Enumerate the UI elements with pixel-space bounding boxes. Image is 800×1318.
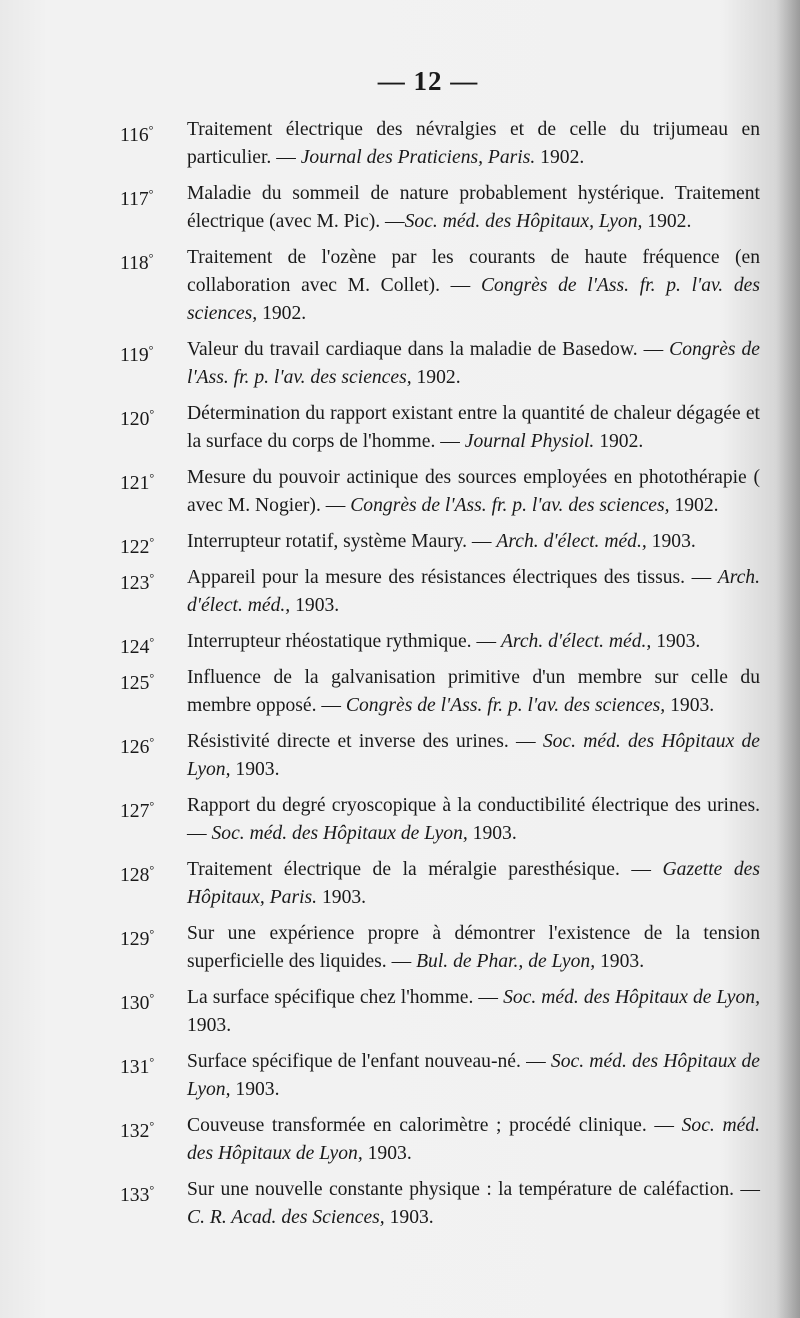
bibliography-entry xyxy=(120,116,760,172)
entry-text: La surface spécifique chez l'homme. — xyxy=(187,987,504,1008)
entry-number: 128° xyxy=(120,863,155,886)
entry-citation: Congrès de l'Ass. fr. p. l'av. des sciences, xyxy=(350,495,670,516)
entry-text: Surface spécifique de l'enfant nouveau-né. — xyxy=(187,1051,551,1072)
entry-year: 1903. xyxy=(290,595,340,616)
entry-number: 121° xyxy=(120,471,155,494)
entry-year: 1903. xyxy=(230,1079,280,1100)
bibliography-entry xyxy=(120,1176,760,1232)
entry-citation: Soc. méd. des Hôpitaux de Lyon, xyxy=(187,1115,760,1164)
bibliography-entry xyxy=(120,564,760,620)
entry-citation: Soc. méd. des Hôpitaux de Lyon, xyxy=(187,1051,760,1100)
entry-year: 1903. xyxy=(595,951,645,972)
bibliography-entry xyxy=(120,528,760,556)
bibliography-entry xyxy=(120,1112,760,1168)
entry-number: 125° xyxy=(120,671,155,694)
entry-number: 131° xyxy=(120,1055,155,1078)
bibliography-entry xyxy=(120,1048,760,1104)
entry-citation: Soc. méd. des Hôpitaux, Lyon, xyxy=(404,211,643,232)
entry-year: 1903. xyxy=(230,759,280,780)
entry-text: Traitement de l'ozène par les courants de haute fréquence (en collaboration avec M. Collet). — xyxy=(187,247,760,296)
entry-text: Sur une expérience propre à démontrer l'existence de la tension superficielle des liquides. — xyxy=(187,923,760,972)
bibliography-entry xyxy=(120,984,760,1040)
entry-text: Couveuse transformée en calorimètre ; procédé clinique. — xyxy=(187,1115,682,1136)
entry-citation: Soc. méd. des Hôpitaux de Lyon, xyxy=(503,987,760,1008)
entry-text: Résistivité directe et inverse des urines. — xyxy=(187,731,543,752)
bibliography-entry xyxy=(120,856,760,912)
entry-number: 129° xyxy=(120,927,155,950)
entry-text: Appareil pour la mesure des résistances électriques des tissus. — xyxy=(187,567,718,588)
bibliography-entry xyxy=(120,336,760,392)
entry-number: 120° xyxy=(120,407,155,430)
entry-year: 1903. xyxy=(384,1207,434,1228)
entry-year: 1902. xyxy=(257,303,307,324)
entry-year: 1902. xyxy=(642,211,692,232)
bibliography-entry xyxy=(120,180,760,236)
entry-year: 1902. xyxy=(535,147,585,168)
entry-citation: Journal Physiol. xyxy=(464,431,595,452)
bibliography-entry xyxy=(120,792,760,848)
bibliography-entry xyxy=(120,400,760,456)
entry-year: 1903. xyxy=(187,1015,232,1036)
entry-year: 1903. xyxy=(646,531,696,552)
entry-text: Rapport du degré cryoscopique à la conductibilité électrique des urines. — xyxy=(187,795,760,844)
entry-text: Valeur du travail cardiaque dans la maladie de Basedow. — xyxy=(187,339,670,360)
bibliography-entry xyxy=(120,728,760,784)
entry-text: Interrupteur rhéostatique rythmique. — xyxy=(187,631,501,652)
entry-year: 1903. xyxy=(317,887,367,908)
entry-text: Maladie du sommeil de nature probablement hystérique. Traitement électrique (avec M. Pic). — xyxy=(187,183,760,232)
bibliography-entry xyxy=(120,244,760,328)
entry-text: Influence de la galvanisation primitive d'un membre sur celle du membre opposé. — xyxy=(187,667,760,716)
bibliography-entry xyxy=(120,920,760,976)
bibliography-entry xyxy=(120,628,760,656)
entry-number: 126° xyxy=(120,735,155,758)
entry-text: Détermination du rapport existant entre la quantité de chaleur dégagée et la surface du corps de l'homme. — xyxy=(187,403,760,452)
entry-text: Traitement électrique de la méralgie paresthésique. — xyxy=(187,859,663,880)
entry-number: 130° xyxy=(120,991,155,1014)
entry-number: 118° xyxy=(120,251,154,274)
page-number: — 12 — xyxy=(377,66,479,96)
entry-citation: Soc. méd. des Hôpitaux de Lyon, xyxy=(187,731,760,780)
entry-citation: Gazette des Hôpitaux, Paris. xyxy=(187,859,760,908)
entry-citation: Arch. d'élect. méd., xyxy=(496,531,647,552)
entry-number: 117° xyxy=(120,187,154,210)
entry-year: 1903. xyxy=(467,823,517,844)
bibliography-entry xyxy=(120,664,760,720)
entry-number: 132° xyxy=(120,1119,155,1142)
bibliography-entry xyxy=(120,464,760,520)
entry-year: 1902. xyxy=(594,431,644,452)
entry-citation: Congrès de l'Ass. fr. p. l'av. des sciences, xyxy=(187,339,760,388)
entry-text: Mesure du pouvoir actinique des sources employées en photothérapie ( avec M. Nogier). — xyxy=(187,467,760,516)
entry-citation: Bul. de Phar., de Lyon, xyxy=(416,951,596,972)
entry-year: 1903. xyxy=(651,631,701,652)
bibliography-list xyxy=(120,116,760,1240)
entry-citation: Soc. méd. des Hôpitaux de Lyon, xyxy=(211,823,468,844)
entry-number: 124° xyxy=(120,635,155,658)
entry-citation: Congrès de l'Ass. fr. p. l'av. des sciences, xyxy=(345,695,666,716)
entry-year: 1902. xyxy=(411,367,461,388)
entry-number: 122° xyxy=(120,535,155,558)
entry-number: 119° xyxy=(120,343,154,366)
entry-text: Sur une nouvelle constante physique : la température de caléfaction. — xyxy=(187,1179,760,1200)
entry-citation: Congrès de l'Ass. fr. p. l'av. des sciences, xyxy=(187,275,760,324)
entry-number: 116° xyxy=(120,123,154,146)
entry-citation: C. R. Acad. des Sciences, xyxy=(187,1207,385,1228)
entry-text: Interrupteur rotatif, système Maury. — xyxy=(187,531,497,552)
entry-year: 1902. xyxy=(669,495,719,516)
entry-year: 1903. xyxy=(665,695,715,716)
entry-year: 1903. xyxy=(362,1143,412,1164)
entry-citation: Arch. d'élect. méd., xyxy=(187,567,760,616)
entry-text: Traitement électrique des névralgies et de celle du trijumeau en particulier. — xyxy=(187,119,760,168)
entry-number: 133° xyxy=(120,1183,155,1206)
entry-citation: Arch. d'élect. méd., xyxy=(500,631,652,652)
entry-number: 127° xyxy=(120,799,155,822)
entry-number: 123° xyxy=(120,571,155,594)
entry-citation: Journal des Praticiens, Paris. xyxy=(300,147,536,168)
